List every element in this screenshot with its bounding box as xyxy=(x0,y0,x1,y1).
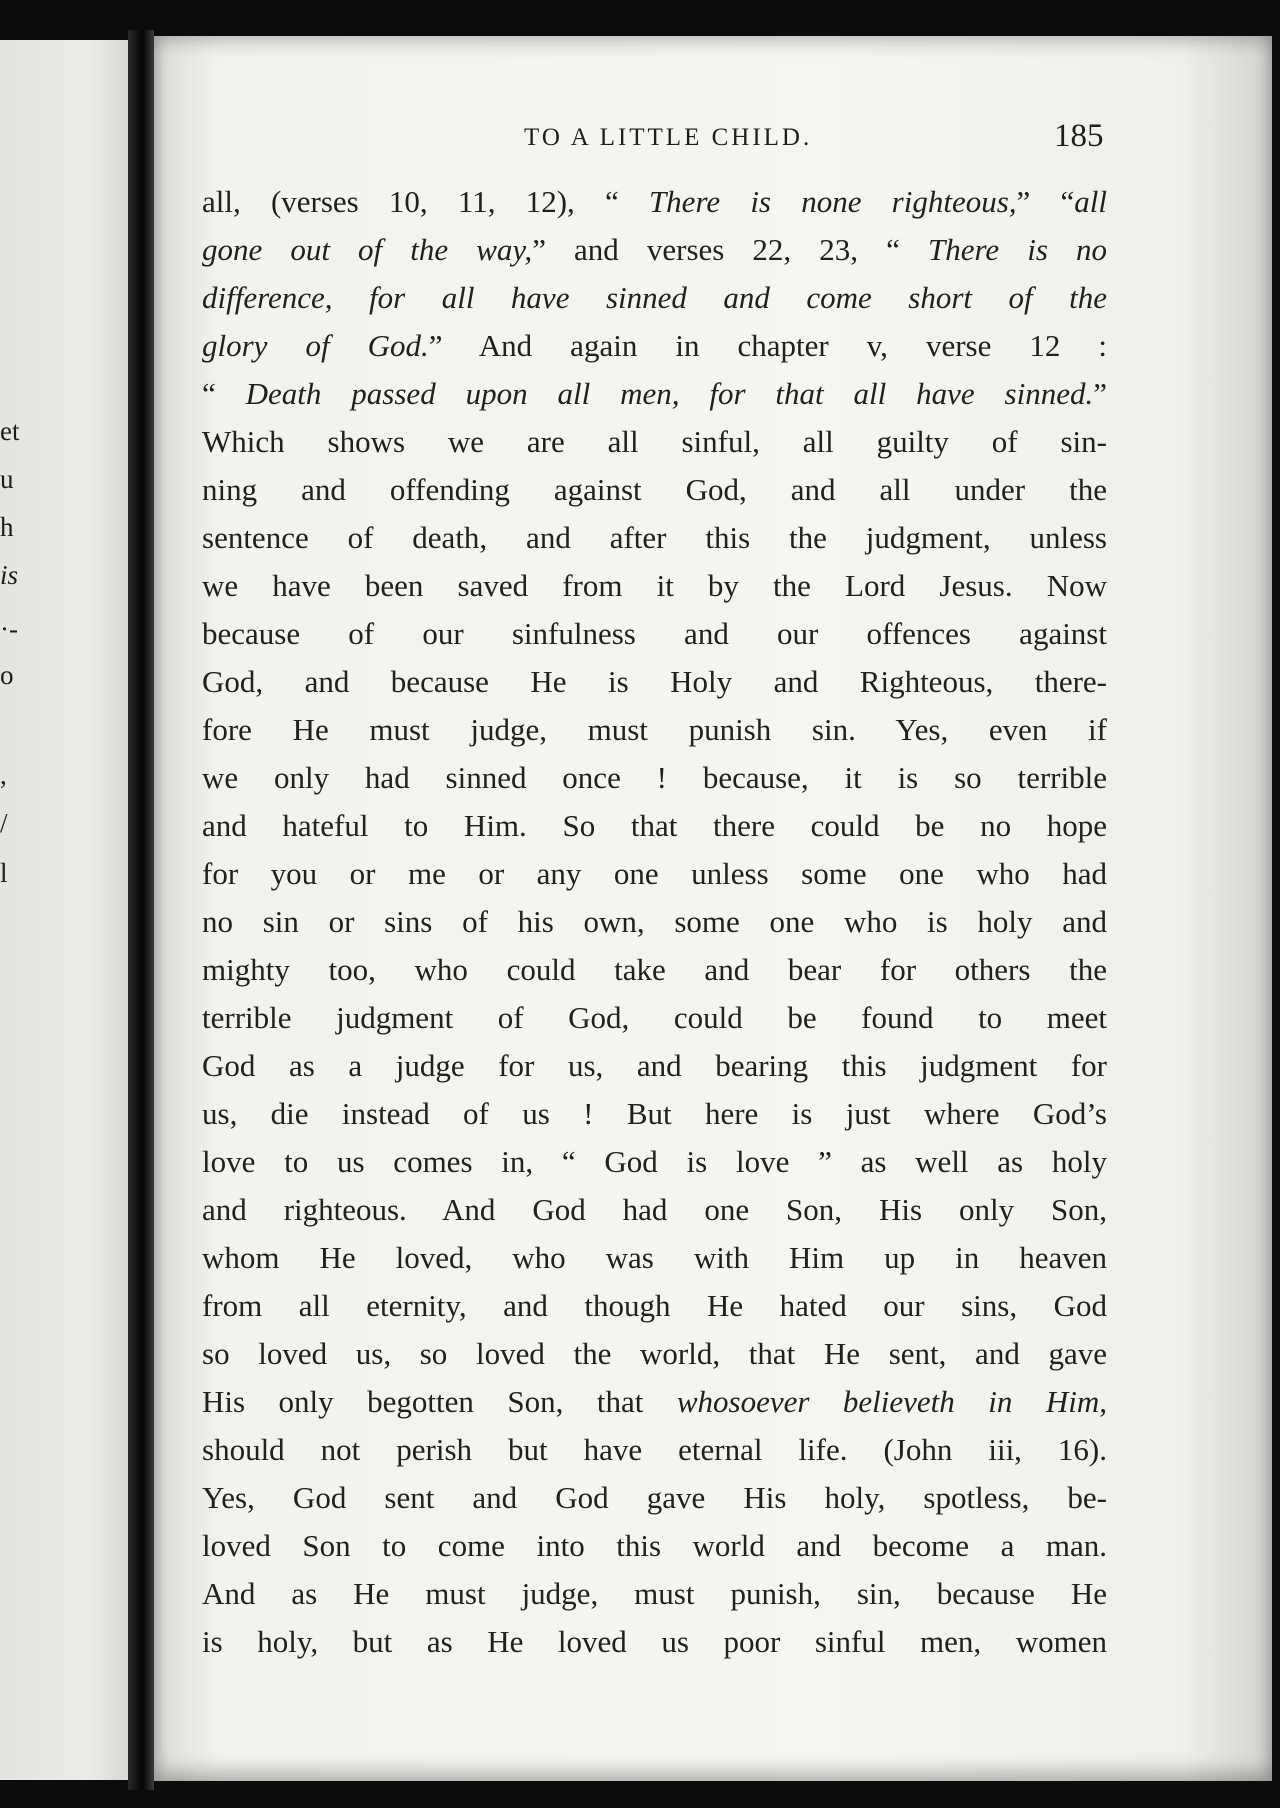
text-run: should not perish but have eternal life. (John iii, 16). xyxy=(202,1432,1107,1467)
text-line xyxy=(202,1570,1107,1618)
text-line xyxy=(202,802,1107,850)
text-line xyxy=(202,1282,1107,1330)
text-run: loved Son to come into this world and become a man. xyxy=(202,1528,1107,1563)
text-run: ning and offending against God, and all under the xyxy=(202,472,1107,507)
previous-page-fragment: et xyxy=(0,416,20,446)
running-head: TO A LITTLE CHILD. xyxy=(524,124,813,151)
body-text xyxy=(202,178,1107,1666)
text-line xyxy=(202,1186,1107,1234)
text-line xyxy=(202,1042,1107,1090)
previous-page-fragment: , xyxy=(0,760,7,790)
text-line xyxy=(202,850,1107,898)
text-line xyxy=(202,1234,1107,1282)
text-line xyxy=(202,274,1107,322)
previous-page-fragment: / xyxy=(0,808,8,838)
text-line xyxy=(202,994,1107,1042)
text-run: Yes, God sent and God gave His holy, spotless, be- xyxy=(202,1480,1107,1515)
italic-text-run: whosoever believeth in Him, xyxy=(676,1384,1107,1419)
text-line xyxy=(202,1378,1107,1426)
text-line xyxy=(202,418,1107,466)
text-run: and righteous. And God had one Son, His only Son, xyxy=(202,1192,1107,1227)
text-run: His only begotten Son, that xyxy=(202,1384,677,1419)
text-line xyxy=(202,562,1107,610)
text-run: ” and verses 22, 23, “ xyxy=(532,232,928,267)
text-run: mighty too, who could take and bear for others the xyxy=(202,952,1107,987)
text-line xyxy=(202,226,1107,274)
previous-page-fragment: ·- xyxy=(0,614,18,644)
text-line xyxy=(202,658,1107,706)
text-run: God as a judge for us, and bearing this judgment for xyxy=(202,1048,1107,1083)
text-run: so loved us, so loved the world, that He sent, and gave xyxy=(202,1336,1107,1371)
text-run: we have been saved from it by the Lord Jesus. Now xyxy=(202,568,1107,603)
text-run: terrible judgment of God, could be found to meet xyxy=(202,1000,1107,1035)
text-line xyxy=(202,514,1107,562)
italic-text-run: all xyxy=(1074,184,1107,219)
text-line xyxy=(202,1618,1107,1666)
text-run: for you or me or any one unless some one who had xyxy=(202,856,1107,891)
text-run: God, and because He is Holy and Righteous, there- xyxy=(202,664,1107,699)
previous-page-fragment: l xyxy=(0,858,8,888)
text-run: fore He must judge, must punish sin. Yes, even if xyxy=(202,712,1107,747)
previous-page-fragment: u xyxy=(0,464,14,494)
page-number: 185 xyxy=(1054,118,1104,154)
previous-page-fragment: o xyxy=(0,660,14,690)
text-line xyxy=(202,946,1107,994)
text-run: whom He loved, who was with Him up in heaven xyxy=(202,1240,1107,1275)
italic-text-run: Death passed upon all men, for that all have sinned. xyxy=(245,376,1094,411)
text-run: from all eternity, and though He hated our sins, God xyxy=(202,1288,1107,1323)
italic-text-run: difference, for all have sinned and come short of the xyxy=(202,280,1107,315)
book-page xyxy=(154,36,1272,1781)
italic-text-run: gone out of the way, xyxy=(202,232,533,267)
text-line xyxy=(202,1090,1107,1138)
text-run: And as He must judge, must punish, sin, because He xyxy=(202,1576,1107,1611)
text-line xyxy=(202,1138,1107,1186)
text-run: Which shows we are all sinful, all guilty of sin- xyxy=(202,424,1107,459)
text-run: sentence of death, and after this the judgment, unless xyxy=(202,520,1107,555)
text-line xyxy=(202,706,1107,754)
binding-gutter xyxy=(128,30,154,1790)
text-line xyxy=(202,898,1107,946)
text-run: all, (verses 10, 11, 12), “ xyxy=(202,184,649,219)
italic-text-run: There is no xyxy=(927,232,1107,267)
text-run: love to us comes in, “ God is love ” as well as holy xyxy=(202,1144,1107,1179)
text-line xyxy=(202,610,1107,658)
text-line xyxy=(202,1522,1107,1570)
text-run: ” “ xyxy=(1016,184,1075,219)
text-run: “ xyxy=(202,376,246,411)
previous-page-edge xyxy=(0,40,128,1780)
text-line xyxy=(202,1474,1107,1522)
text-line xyxy=(202,370,1107,418)
text-line xyxy=(202,466,1107,514)
text-line xyxy=(202,754,1107,802)
text-line xyxy=(202,1330,1107,1378)
text-line xyxy=(202,178,1107,226)
text-run: is holy, but as He loved us poor sinful men, women xyxy=(202,1624,1107,1659)
text-run: we only had sinned once ! because, it is so terrible xyxy=(202,760,1107,795)
text-run: because of our sinfulness and our offences against xyxy=(202,616,1107,651)
previous-page-fragment: h xyxy=(0,512,14,542)
text-run: us, die instead of us ! But here is just where God’s xyxy=(202,1096,1107,1131)
italic-text-run: There is none righteous, xyxy=(648,184,1017,219)
text-run: no sin or sins of his own, some one who is holy and xyxy=(202,904,1107,939)
text-run: and hateful to Him. So that there could be no hope xyxy=(202,808,1107,843)
italic-text-run: glory of God. xyxy=(202,328,429,363)
text-line xyxy=(202,1426,1107,1474)
text-run: ” xyxy=(1093,376,1107,411)
previous-page-fragment: is xyxy=(0,560,19,590)
text-line xyxy=(202,322,1107,370)
text-run: ” And again in chapter v, verse 12 : xyxy=(428,328,1107,363)
